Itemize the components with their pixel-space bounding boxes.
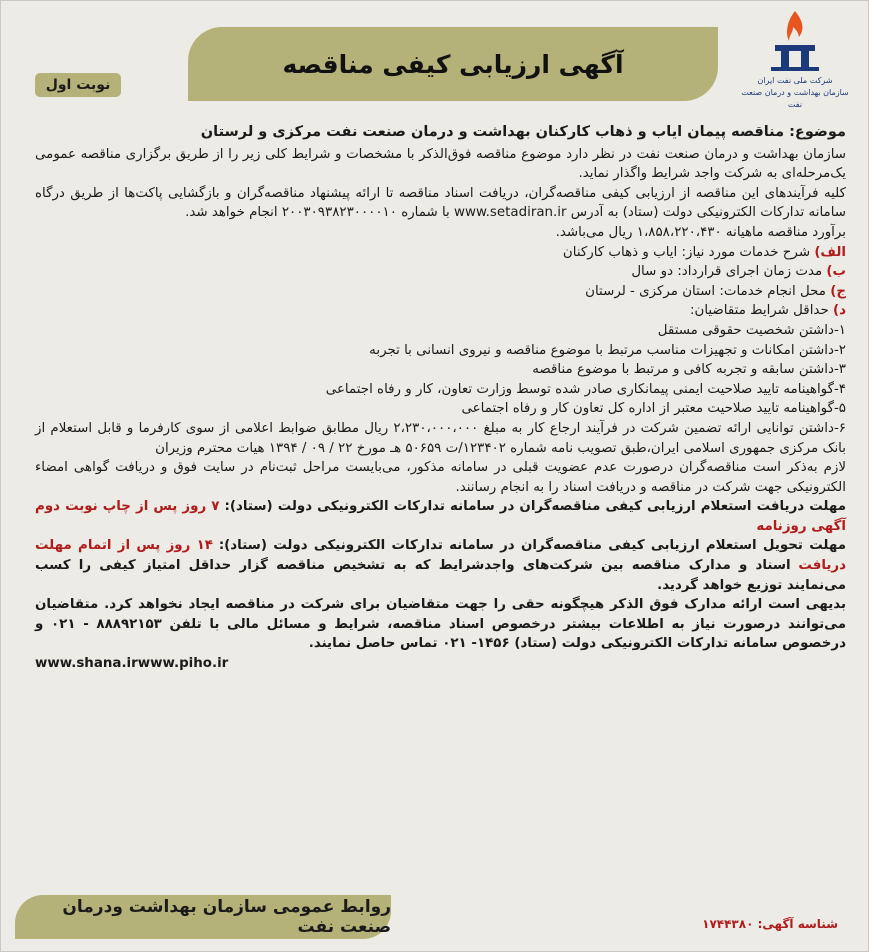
final-note: بدیهی است ارائه مدارک فوق الذکر هیچگونه حقی را جهت متقاضیان برای شرکت در مناقصه ایجاد نخواهد کرد. متقاضیان می‌توانند درصورت نیاز به اطلاعات بیشتر درخصوص اسناد مناقصه، شرایط و مسائل مالی با تلفن ۸۸۸۹۲۱۵۳ - ۰۲۱ و درخصوص سامانه تدارکات الکترونیکی دولت (ستاد) ۱۴۵۶- ۰۲۱ تماس حاصل نمایند. [35, 597, 846, 652]
process-paragraph [35, 184, 846, 223]
page-title: آگهی ارزیابی کیفی مناقصه [188, 27, 718, 101]
ad-code: شناسه آگهی: ۱۷۴۴۳۸۰ [702, 917, 838, 931]
subject-line: موضوع: مناقصه پیمان ایاب و ذهاب کارکنان بهداشت و درمان صنعت نفت مرکزی و لرستان [200, 124, 846, 140]
website-line [35, 654, 846, 674]
item-text: حداقل شرایط متقاضیان: [689, 303, 829, 319]
item-text: شرح خدمات مورد نیاز: ایاب و ذهاب کارکنان [562, 244, 811, 260]
condition-4: ۴-گواهینامه تایید صلاحیت ایمنی پیمانکاری صادر شده توسط وزارت تعاون، کار و رفاه اجتماعی [325, 381, 846, 397]
condition-2: ۲-داشتن امکانات و تجهیزات مناسب مرتبط با موضوع مناقصه و نیروی انسانی با تجربه [369, 342, 846, 358]
item-text: محل انجام خدمات: استان مرکزی - لرستان [585, 283, 826, 299]
item-letter: الف) [814, 244, 846, 260]
item-letter: ب) [826, 264, 846, 280]
condition-6: ۶-داشتن توانایی ارائه تضمین شرکت در فرآیند ارجاع کار به مبلغ ۲،۲۳۰،۰۰۰،۰۰۰ ریال مطابق ضوابط اعلامی از سوی کارفرما و قابل استعلام از بانک مرکزی جمهوری اسلامی ایران،طبق تصویب نامه شماره ۱۲۳۴۰۲/ت ۵۰۶۵۹ هـ مورخ ۲۲ / ۰۹ / ۱۳۹۴ هیات محترم وزیران [35, 420, 846, 456]
registration-note: لازم به‌ذکر است مناقصه‌گران درصورت عدم عضویت قبلی در سامانه مذکور، می‌بایست مراحل ثبت‌نام در سایت فوق و دریافت گواهی امضاء الکترونیکی جهت شرکت در مناقصه و دریافت اسناد را به انجام رسانند. [35, 460, 846, 495]
item-c [35, 282, 846, 302]
item-letter: د) [833, 303, 846, 319]
logo-org-name: سازمان بهداشت و درمان صنعت نفت [741, 88, 849, 109]
website-link[interactable]: www.shana.irwww.piho.ir [35, 656, 229, 672]
condition-1: ۱-داشتن شخصیت حقوقی مستقل [657, 322, 846, 338]
process-end: انجام خواهد شد. [185, 205, 278, 221]
ad-body [35, 123, 846, 674]
submit-deadline-label: مهلت تحویل استعلام ارزیابی کیفی مناقصه‌گران در سامانه تدارکات الکترونیکی دولت (ستاد): [218, 538, 846, 554]
receive-deadline-label: مهلت دریافت استعلام ارزیابی کیفی مناقصه‌گران در سامانه تدارکات الکترونیکی دولت (ستاد): [224, 499, 846, 515]
process-text: کلیه فرآیندهای این مناقصه از ارزیابی کیفی مناقصه‌گران، دریافت اسناد مناقصه تا ارائه پیشنهاد مناقصه‌گران و بازگشایی پاکت‌ها از طریق درگاه سامانه تدارکات الکترونیکی دولت (ستاد) به آدرس [35, 185, 846, 221]
tender-number: ۲۰۰۳۰۹۳۸۲۳۰۰۰۰۱۰ [281, 205, 397, 221]
round-badge: نوبت اول [35, 73, 121, 97]
submit-deadline [35, 536, 846, 595]
receive-deadline [35, 497, 846, 536]
process-number-label: با شماره [401, 205, 450, 221]
submit-deadline-value: ۱۴ روز پس از اتمام مهلت دریافت [35, 538, 846, 574]
submit-deadline-rest: اسناد و مدارک مناقصه بین شرکت‌های واجدشرایط که به تشخیص مناقصه گزار حداقل امتیاز کیفی را کسب می‌نمایند توزیع خواهد گردید. [35, 558, 846, 593]
item-text: مدت زمان اجرای قرارداد: دو سال [631, 264, 823, 280]
flame-emblem-icon [765, 9, 825, 71]
public-relations-banner: روابط عمومی سازمان بهداشت ودرمان صنعت نفت [15, 895, 391, 939]
setad-url-link[interactable]: www.setadiran.ir [454, 205, 567, 221]
estimate-line: برآورد مناقصه ماهیانه ۱،۸۵۸،۲۲۰،۴۳۰ ریال می‌باشد. [555, 224, 846, 240]
logo-company-name: شرکت ملی نفت ایران [757, 76, 833, 85]
item-d [35, 301, 846, 321]
item-letter: ج) [830, 283, 846, 299]
intro-paragraph: سازمان بهداشت و درمان صنعت نفت در نظر دارد موضوع مناقصه فوق‌الذکر با مشخصات و شرایط کلی زیر را از طریق برگزاری مناقصه عمومی یک‌مرحله‌ای به شرکت واجد شرایط واگذار نماید. [35, 146, 846, 182]
item-b [35, 262, 846, 282]
condition-5: ۵-گواهینامه تایید صلاحیت معتبر از اداره کل تعاون کار و رفاه اجتماعی [461, 401, 846, 417]
receive-deadline-value: ۷ روز پس از چاپ نوبت دوم آگهی روزنامه [35, 499, 846, 534]
condition-3: ۳-داشتن سابقه و تجربه کافی و مرتبط با موضوع مناقصه [532, 362, 846, 378]
item-a [35, 243, 846, 263]
nioc-logo [736, 9, 854, 113]
